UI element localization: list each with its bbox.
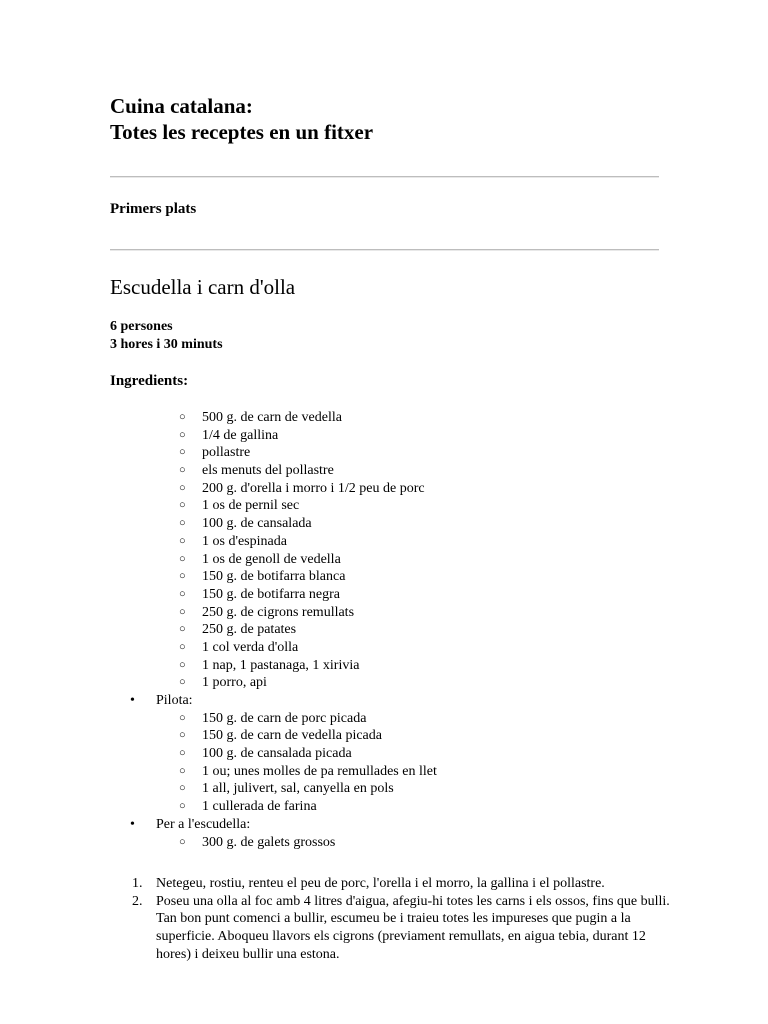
divider-top [110, 176, 659, 178]
disc-bullet-icon: • [130, 693, 135, 708]
circle-bullet-icon: ○ [179, 835, 186, 848]
ingredient-text: 1 ou; unes molles de pa remullades en llet [202, 763, 437, 779]
ingredient-text: 300 g. de galets grossos [202, 834, 336, 850]
ingredients-heading: Ingredients: [110, 373, 189, 389]
ingredient-text: 200 g. d'orella i morro i 1/2 peu de porc [202, 480, 425, 496]
circle-bullet-icon: ○ [179, 800, 186, 813]
ingredient-text: 1 porro, api [202, 675, 267, 691]
circle-bullet-icon: ○ [179, 411, 186, 423]
circle-bullet-icon: ○ [179, 623, 186, 636]
recipe-meta [110, 318, 223, 354]
circle-bullet-icon: ○ [179, 782, 186, 795]
document-title-line-1: Cuina catalana: [110, 94, 253, 118]
step-item [110, 875, 670, 893]
ingredient-text: 500 g. de carn de vedella [202, 410, 342, 425]
ingredient-text: 100 g. de cansalada [202, 516, 312, 532]
circle-bullet-icon: ○ [179, 446, 186, 459]
ingredient-text: 1 os de genoll de vedella [202, 551, 341, 567]
circle-bullet-icon: ○ [179, 517, 186, 530]
ingredient-text: pollastre [202, 445, 251, 461]
circle-bullet-icon: ○ [179, 481, 186, 494]
ingredient-text: els menuts del pollastre [202, 463, 334, 479]
step-item [110, 893, 670, 964]
circle-bullet-icon: ○ [179, 552, 186, 565]
circle-bullet-icon: ○ [179, 676, 186, 689]
recipe-title: Escudella i carn d'olla [110, 275, 296, 299]
ingredient-text: 100 g. de cansalada picada [202, 746, 352, 762]
recipe-time: 3 hores i 30 minuts [110, 337, 223, 352]
step-text: Netegeu, rostiu, renteu el peu de porc, l'orella i el morro, la gallina i el pollastre. [156, 876, 605, 891]
divider-bottom [110, 249, 659, 251]
circle-bullet-icon: ○ [179, 570, 186, 583]
circle-bullet-icon: ○ [179, 605, 186, 618]
ingredient-text: 150 g. de carn de vedella picada [202, 728, 382, 744]
step-number: 2. [132, 893, 143, 909]
ingredient-text: 1 os d'espinada [202, 533, 287, 549]
circle-bullet-icon: ○ [179, 764, 186, 777]
circle-bullet-icon: ○ [179, 711, 186, 724]
ingredient-text: 1 cullerada de farina [202, 799, 317, 815]
ingredient-text: 1 all, julivert, sal, canyella en pols [202, 781, 394, 797]
ingredient-text: 1 col verda d'olla [202, 639, 299, 655]
circle-bullet-icon: ○ [179, 534, 186, 547]
section-title: Primers plats [110, 201, 197, 217]
disc-bullet-icon: • [130, 816, 135, 832]
circle-bullet-icon: ○ [179, 587, 186, 600]
ingredient-text: 250 g. de cigrons remullats [202, 604, 355, 620]
circle-bullet-icon: ○ [179, 640, 186, 653]
pilota-label: Pilota: [156, 693, 193, 708]
step-text: Poseu una olla al foc amb 4 litres d'aigua, afegiu-hi totes les carns i els ossos, fins que bulli. Tan bon punt comenci a bullir, escumeu be i traieu totes les impureses que pugin a la superficie. Aboqueu llavors els cigrons (previament remullats, en aigua tebia, durant 12 hores) i deixeu bullir una estona. [156, 893, 670, 962]
ingredient-text: 150 g. de carn de porc picada [202, 710, 367, 726]
recipe-servings: 6 persones [110, 319, 173, 334]
circle-bullet-icon: ○ [179, 499, 186, 512]
circle-bullet-icon: ○ [179, 658, 186, 671]
ingredient-text: 1/4 de gallina [202, 427, 279, 443]
ingredient-text: 1 os de pernil sec [202, 498, 300, 514]
ingredient-text: 1 nap, 1 pastanaga, 1 xirivia [202, 657, 360, 673]
circle-bullet-icon: ○ [179, 428, 186, 441]
document-title-line-2: Totes les receptes en un fitxer [110, 120, 374, 144]
circle-bullet-icon: ○ [179, 729, 186, 742]
ingredient-text: 150 g. de botifarra negra [202, 586, 340, 602]
escudella-label: Per a l'escudella: [156, 816, 251, 832]
steps-list [110, 875, 670, 964]
circle-bullet-icon: ○ [179, 747, 186, 760]
step-number: 1. [132, 876, 143, 891]
circle-bullet-icon: ○ [179, 464, 186, 477]
ingredient-text: 150 g. de botifarra blanca [202, 569, 346, 585]
document-title [110, 93, 373, 145]
ingredient-text: 250 g. de patates [202, 622, 297, 638]
